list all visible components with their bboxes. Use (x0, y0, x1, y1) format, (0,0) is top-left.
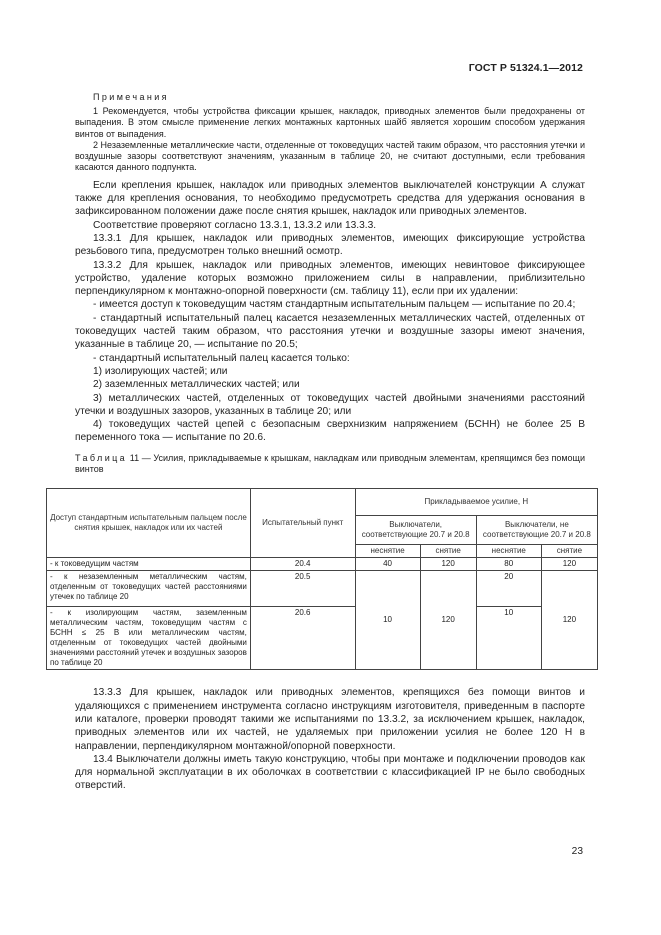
paragraph: 1) изолирующих частей; или (93, 365, 228, 377)
paragraph: - стандартный испытательный палец касается незаземленных металлических частей, отделенных от токоведущих частей таким образом, что расстояния утечки и воздушные зазоры имеют значения, указанные в таблице 20, — испытание по 20.5; (75, 312, 585, 351)
paragraph: - имеется доступ к токоведущим частям стандартным испытательным пальцем — испытание по 20.4; (93, 299, 576, 311)
header-g1-not-remove: неснятие (355, 545, 420, 558)
cell-g1-rem-merged: 120 (420, 571, 476, 670)
paragraph: 13.3.2 Для крышек, накладок или приводных элементов, имеющих невинтовое фиксирующее устройство, удаление которых возможно приложением силы в направлении, приблизительно перпендикулярном к монтажно-опорной поверхности (см. таблицу 11), если при их удалении: (75, 259, 585, 298)
header-force: Прикладываемое усилие, Н (355, 489, 597, 516)
header-g2-not-remove: неснятие (476, 545, 541, 558)
table-caption-label: Таблица (75, 452, 128, 463)
page-number: 23 (571, 846, 583, 857)
paragraph: Соответствие проверяют согласно 13.3.1, 13.3.2 или 13.3.3. (93, 219, 377, 231)
cell-g1-not-merged: 10 (355, 571, 420, 670)
cell-g2-not: 80 (476, 558, 541, 571)
cell-access: - к изолирующим частям, заземленным металлическим частям, токоведущим частям с БСНН ≤ 25 В или металлическим частям, отделенным от токоведущих частей двойными значениями расстояний утечек и воздушных зазоров по таблице 20 (47, 607, 251, 670)
cell-test: 20.5 (250, 571, 355, 607)
note-2: 2 Незаземленные металлические части, отделенные от токоведущих частей таким образом, что расстояния утечки и воздушные зазоры соответствуют значениям, указанным в таблице 20, не считают доступными, если требования касаются данного подпункта. (75, 139, 585, 173)
standard-header: ГОСТ Р 51324.1—2012 (468, 62, 583, 74)
table-caption-text: 11 — Усилия, прикладываемые к крышкам, накладкам или приводным элементам, крепящимся без помощи винтов (75, 452, 585, 475)
header-test: Испытательный пункт (250, 489, 355, 558)
note-1: 1 Рекомендуется, чтобы устройства фиксации крышек, накладок, приводных элементов были предохранены от выпадения. В этом смысле применение легких монтажных картонных шайб является хорошим способом удержания винтов от выпадения. (75, 106, 585, 139)
notes-title: Примечания (93, 92, 169, 102)
cell-g2-rem: 120 (541, 558, 597, 571)
document-body (50, 92, 591, 793)
cell-access: - к незаземленным металлическим частям, отделенным от токоведущих частей расстояниями утечек по таблице 20 (47, 571, 251, 607)
paragraph: Если крепления крышек, накладок или приводных элементов выключателей конструкции А служат также для крепления основания, то необходимо предусмотреть средства для удержания основания в зафиксированном положении даже после снятия крышек, накладок или приводных элементов. (75, 179, 585, 218)
paragraph: 13.3.3 Для крышек, накладок или приводных элементов, крепящихся без помощи винтов и удаляющихся с применением инструмента согласно инструкциям изготовителя, приведенным в паспорте или каталоге, проверки проводят такими же испытаниями по 13.3.2, за исключением крышек, накладок, приводных элементов или их частей, не удаляемых при приложении усилия не более 120 Н в направлении, перпендикулярном монтажной/опорной поверхности. (75, 687, 585, 752)
table-row (47, 558, 598, 571)
table-caption (75, 453, 585, 476)
header-g1-remove: снятие (420, 545, 476, 558)
cell-g2-not: 10 (476, 607, 541, 670)
header-group1: Выключатели, соответствующие 20.7 и 20.8 (355, 516, 476, 545)
forces-table (46, 488, 598, 670)
paragraph: - стандартный испытательный палец касается только: (93, 352, 350, 364)
table-row (47, 607, 598, 670)
cell-test: 20.6 (250, 607, 355, 670)
cell-g1-not: 40 (355, 558, 420, 571)
cell-test: 20.4 (250, 558, 355, 571)
cell-access: - к токоведущим частям (47, 558, 251, 571)
header-g2-remove: снятие (541, 545, 597, 558)
paragraph: 13.3.1 Для крышек, накладок или приводных элементов, имеющих фиксирующие устройства резьбового типа, предусмотрен только внешний осмотр. (75, 232, 585, 258)
cell-g2-not: 20 (476, 571, 541, 607)
header-group2: Выключатели, не соответствующие 20.7 и 20.8 (476, 516, 597, 545)
paragraph: 2) заземленных металлических частей; или (93, 379, 300, 391)
paragraph: 4) токоведущих частей цепей с безопасным сверхнизким напряжением (БСНН) не более 25 В переменного тока — испытание по 20.6. (75, 419, 585, 444)
cell-g2-rem-merged: 120 (541, 571, 597, 670)
paragraph: 3) металлических частей, отделенных от токоведущих частей двойными значениями расстояний утечки и воздушных зазоров, указанных в таблице 20; или (75, 392, 585, 417)
table-row (47, 571, 598, 607)
paragraph: 13.4 Выключатели должны иметь такую конструкцию, чтобы при монтаже и подключении проводов как для нормальной эксплуатации в их оболочках в соответствии с классификацией IP не было свободных отверстий. (75, 753, 585, 792)
cell-g1-rem: 120 (420, 558, 476, 571)
header-access: Доступ стандартным испытательным пальцем после снятия крышек, накладок или их частей (47, 489, 251, 558)
